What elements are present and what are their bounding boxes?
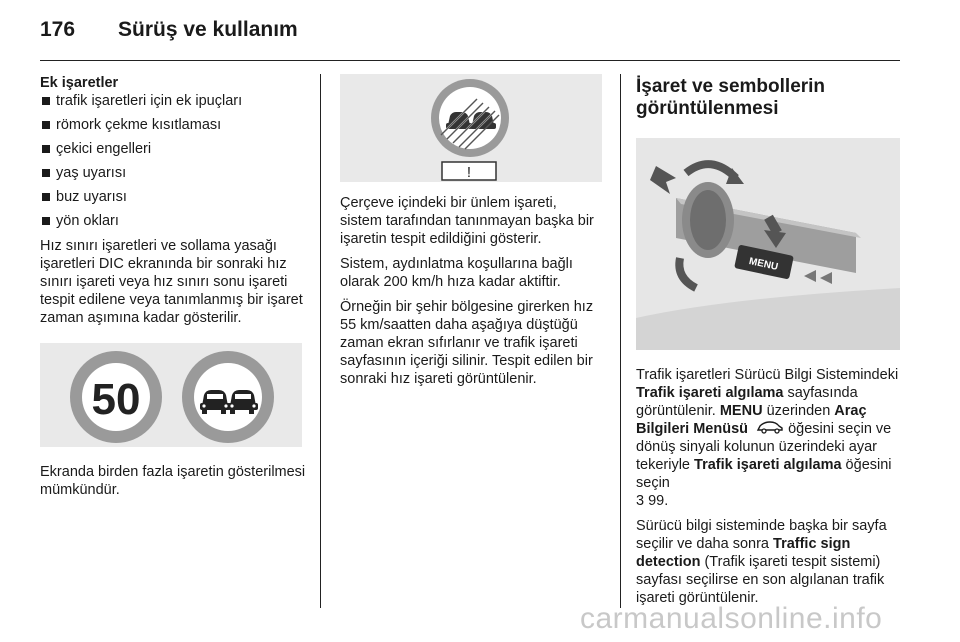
- list-item: [40, 140, 308, 158]
- bullet-icon: [42, 97, 50, 105]
- speed-limit-signs-figure: [40, 343, 302, 447]
- speed-limit-sign-icon: [70, 351, 162, 443]
- paragraph: Sistem, aydınlatma koşullarına bağlı olarak 200 km/h hıza kadar aktiftir.: [340, 256, 573, 290]
- text-run: öğesini seçin: [636, 457, 892, 491]
- menu-term: Araç Bilgileri Menüsü: [636, 403, 867, 437]
- menu-term: Traffic sign detection: [636, 536, 851, 570]
- menu-button-label: MENU: [747, 256, 780, 273]
- column-divider: [620, 74, 621, 608]
- list-item-text: yaş uyarısı: [56, 165, 127, 181]
- bullet-icon: [42, 145, 50, 153]
- menu-term: MENU: [719, 403, 763, 419]
- list-item: [40, 92, 308, 110]
- column-2: [340, 74, 602, 395]
- menu-term: Trafik işareti algılama: [694, 457, 842, 473]
- list-item: [40, 164, 308, 182]
- exclamation-mark: !: [466, 164, 472, 181]
- list-item-text: trafik işaretleri için ek ipuçları: [56, 93, 243, 109]
- text-run: üzerinden: [762, 403, 835, 419]
- page-reference[interactable]: 3 99.: [636, 493, 669, 509]
- section-subheading: Ek işaretler: [40, 75, 119, 91]
- text-run: öğesini seçin ve dönüş sinyali kolunun üzerindeki ayar tekeriyle: [636, 421, 892, 473]
- paragraph: [636, 517, 902, 607]
- bullet-list: [40, 92, 308, 230]
- bullet-icon: [42, 193, 50, 201]
- unrecognized-sign-figure: [340, 74, 602, 182]
- bullet-icon: [42, 169, 50, 177]
- list-item-text: römork çekme kısıtlaması: [56, 117, 222, 133]
- list-item: [40, 116, 308, 134]
- text-run: (Trafik işareti tespit sistemi) sayfası seçilirse en son algılanan trafik işareti görüntülenir.: [636, 554, 885, 606]
- speed-limit-value: 50: [91, 375, 141, 424]
- list-item-text: buz uyarısı: [56, 189, 127, 205]
- list-item-text: çekici engelleri: [56, 141, 152, 157]
- section-heading: İşaret ve sembollerin görüntülenmesi: [636, 76, 826, 119]
- list-item-text: yön okları: [56, 213, 119, 229]
- list-item: [40, 212, 308, 230]
- column-1: [40, 74, 308, 506]
- paragraph: [636, 366, 902, 510]
- bullet-icon: [42, 121, 50, 129]
- paragraph: Çerçeve içindeki bir ünlem işareti, sistem tarafından tanınmayan başka bir işaretin tespit edildiğini gösterir.: [340, 195, 594, 247]
- turn-signal-lever-figure: [636, 138, 900, 350]
- page-title: Sürüş ve kullanım: [118, 18, 298, 41]
- paragraph: Örneğin bir şehir bölgesine girerken hız 55 km/saatten daha aşağıya düştüğü zaman ekran sıfırlanır ve trafik işareti sayfasının içeriği silinir. Tespit edilen bir sonraki hız işareti görüntülenir.: [340, 299, 594, 387]
- list-item: [40, 188, 308, 206]
- column-3: [636, 74, 902, 614]
- watermark: carmanualsonline.info: [580, 602, 883, 635]
- car-icon: [756, 420, 784, 434]
- paragraph: Ekranda birden fazla işaretin gösterilmesi mümkündür.: [40, 464, 306, 498]
- column-divider: [320, 74, 321, 608]
- header-rule: [40, 60, 900, 61]
- bullet-icon: [42, 217, 50, 225]
- menu-term: Trafik işareti algılama: [636, 385, 784, 401]
- paragraph: Hız sınırı işaretleri ve sollama yasağı işaretleri DIC ekranında bir sonraki hız sınırı işareti veya hız sınırı sonu işareti tespit edilene veya tanımlanmış bir işaret zaman aşımına kadar gösterilir.: [40, 238, 303, 326]
- text-run: sayfasında görüntülenir.: [636, 385, 858, 419]
- end-of-no-overtaking-sign-icon: [431, 79, 509, 157]
- page-number: 176: [40, 18, 76, 41]
- text-run: Sürücü bilgi sisteminde başka bir sayfa seçilir ve daha sonra: [636, 518, 887, 552]
- no-overtaking-sign-icon: [182, 351, 274, 443]
- text-run: Trafik işaretleri Sürücü Bilgi Sistemindeki: [636, 367, 899, 383]
